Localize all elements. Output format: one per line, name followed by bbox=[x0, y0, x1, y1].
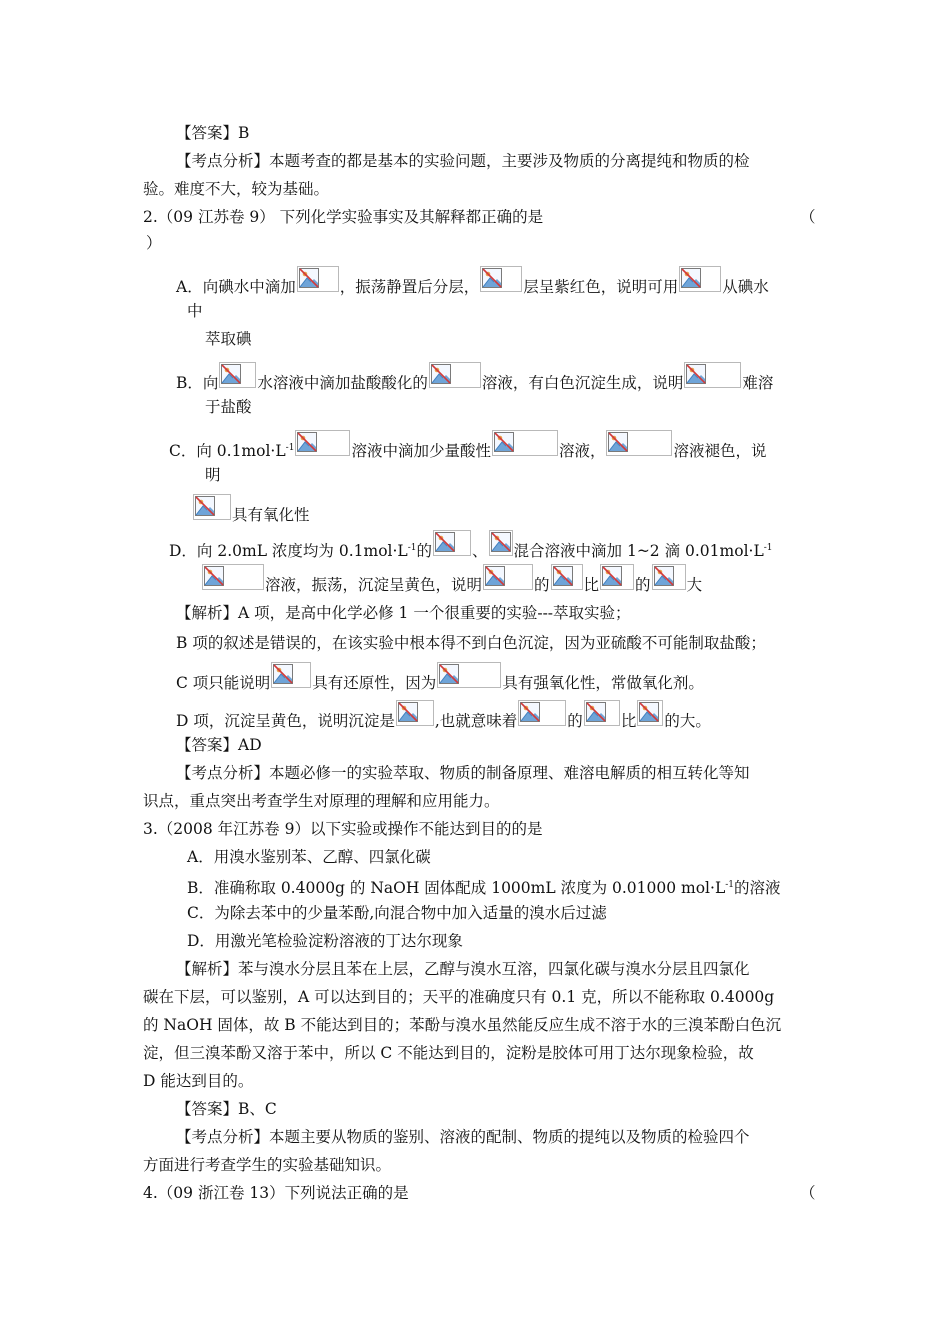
q2-paren-close: ） bbox=[146, 234, 162, 252]
q2-option-d-cont: 溶液，振荡，沉淀呈黄色，说明 的 比 的 大 bbox=[201, 564, 702, 596]
formula-image-icon bbox=[483, 564, 533, 590]
formula-image-icon bbox=[584, 700, 620, 726]
q3-analysis: 【考点分析】本题主要从物质的鉴别、溶液的配制、物质的提纯以及物质的检验四个 bbox=[176, 1128, 750, 1146]
q2-option-b-cont: 于盐酸 bbox=[205, 398, 252, 416]
formula-image-icon bbox=[193, 494, 231, 520]
q4-paren-open: （ bbox=[800, 1184, 816, 1202]
formula-image-icon bbox=[551, 564, 583, 590]
formula-image-icon bbox=[637, 700, 663, 726]
q2-option-a-cont: 中 bbox=[187, 302, 203, 320]
q3-jiexi: 【解析】苯与溴水分层且苯在上层，乙醇与溴水互溶，四氯化碳与溴水分层且四氯化 bbox=[176, 960, 750, 978]
q3-jiexi-cont4: D 能达到目的。 bbox=[143, 1072, 254, 1090]
formula-image-icon bbox=[297, 266, 339, 292]
formula-image-icon bbox=[437, 662, 501, 688]
q2-analysis-cont: 识点，重点突出考查学生对原理的理解和应用能力。 bbox=[143, 792, 500, 810]
formula-image-icon bbox=[489, 530, 513, 556]
q2-jiexi-c: C 项只能说明 具有还原性，因为 具有强氧化性，常做氧化剂。 bbox=[176, 662, 704, 694]
q1-analysis-cont: 验。难度不大，较为基础。 bbox=[143, 180, 330, 198]
q2-option-a-cont2: 萃取碘 bbox=[205, 330, 252, 348]
q2-jiexi-d: D 项，沉淀呈黄色，说明沉淀是 ,也就意味着 的 比 的大。 bbox=[176, 700, 711, 732]
formula-image-icon bbox=[433, 530, 471, 556]
q3-option-c: C．为除去苯中的少量苯酚,向混合物中加入适量的溴水后过滤 bbox=[187, 904, 607, 922]
formula-image-icon bbox=[429, 362, 481, 388]
formula-image-icon bbox=[295, 430, 350, 456]
q2-jiexi-b: B 项的叙述是错误的，在该实验中根本得不到白色沉淀，因为亚硫酸不可能制取盐酸； bbox=[176, 634, 766, 652]
formula-image-icon bbox=[480, 266, 522, 292]
q2-option-d: D．向 2.0mL 浓度均为 $0.1mol\cdot L^{-1}$的 、 混合溶液中滴加 1~2 滴 $0.01mol\cdot L^{-1}$ bbox=[169, 530, 773, 562]
q3-jiexi-cont2: 的 NaOH 固体，故 B 不能达到目的；苯酚与溴水虽然能反应生成不溶于水的三溴苯酚白色沉 bbox=[143, 1016, 782, 1034]
formula-image-icon bbox=[202, 564, 264, 590]
q2-option-b: B．向 水溶液中滴加盐酸酸化的 溶液，有白色沉淀生成，说明 难溶 bbox=[176, 362, 773, 394]
formula-image-icon bbox=[679, 266, 721, 292]
q3-answer: 【答案】B、C bbox=[176, 1100, 277, 1118]
q3-option-d: D．用激光笔检验淀粉溶液的丁达尔现象 bbox=[187, 932, 463, 950]
q2-jiexi: 【解析】A 项，是高中化学必修 1 一个很重要的实验---萃取实验； bbox=[176, 604, 631, 622]
q3-option-b: B．准确称取 0.4000g 的 NaOH 固体配成 1000mL 浓度为 0.01000 $mol\cdot L^{-1}$的溶液 bbox=[187, 879, 781, 897]
formula-image-icon bbox=[600, 564, 634, 590]
q2-option-c: C．向 $0.1mol\cdot L^{-1}$ 溶液中滴加少量酸性 溶液， 溶液褪色，说 bbox=[169, 430, 766, 462]
q2-option-c-cont: 明 bbox=[205, 466, 221, 484]
q2-answer: 【答案】AD bbox=[176, 736, 262, 754]
q2-paren-open: （ bbox=[800, 208, 816, 226]
q3-option-a: A．用溴水鉴别苯、乙醇、四氯化碳 bbox=[187, 848, 431, 866]
q3-jiexi-cont1: 碳在下层，可以鉴别，A 可以达到目的；天平的准确度只有 0.1 克，所以不能称取 0.4000g bbox=[143, 988, 775, 1006]
q3-analysis-cont: 方面进行考查学生的实验基础知识。 bbox=[143, 1156, 392, 1174]
q2-stem: 2.（09 江苏卷 9） 下列化学实验事实及其解释都正确的是 bbox=[143, 208, 544, 226]
q2-analysis: 【考点分析】本题必修一的实验萃取、物质的制备原理、难溶电解质的相互转化等知 bbox=[176, 764, 750, 782]
q2-option-c-cont2: 具有氧化性 bbox=[192, 494, 310, 526]
formula-image-icon bbox=[396, 700, 434, 726]
formula-image-icon bbox=[219, 362, 256, 388]
formula-image-icon bbox=[271, 662, 311, 688]
q3-jiexi-cont3: 淀，但三溴苯酚又溶于苯中，所以 C 不能达到目的，淀粉是胶体可用丁达尔现象检验，故 bbox=[143, 1044, 754, 1062]
formula-image-icon bbox=[684, 362, 741, 388]
q1-answer: 【答案】B bbox=[176, 124, 250, 142]
q3-stem: 3.（2008 年江苏卷 9）以下实验或操作不能达到目的的是 bbox=[143, 820, 543, 838]
formula-image-icon bbox=[492, 430, 558, 456]
formula-image-icon bbox=[606, 430, 672, 456]
formula-image-icon bbox=[652, 564, 686, 590]
formula-image-icon bbox=[518, 700, 566, 726]
q2-option-a: A．向碘水中滴加 ，振荡静置后分层， 层呈紫红色，说明可用 从碘水 bbox=[176, 266, 769, 298]
q4-stem: 4.（09 浙江卷 13）下列说法正确的是 bbox=[143, 1184, 409, 1202]
q1-analysis: 【考点分析】本题考查的都是基本的实验问题，主要涉及物质的分离提纯和物质的检 bbox=[176, 152, 750, 170]
